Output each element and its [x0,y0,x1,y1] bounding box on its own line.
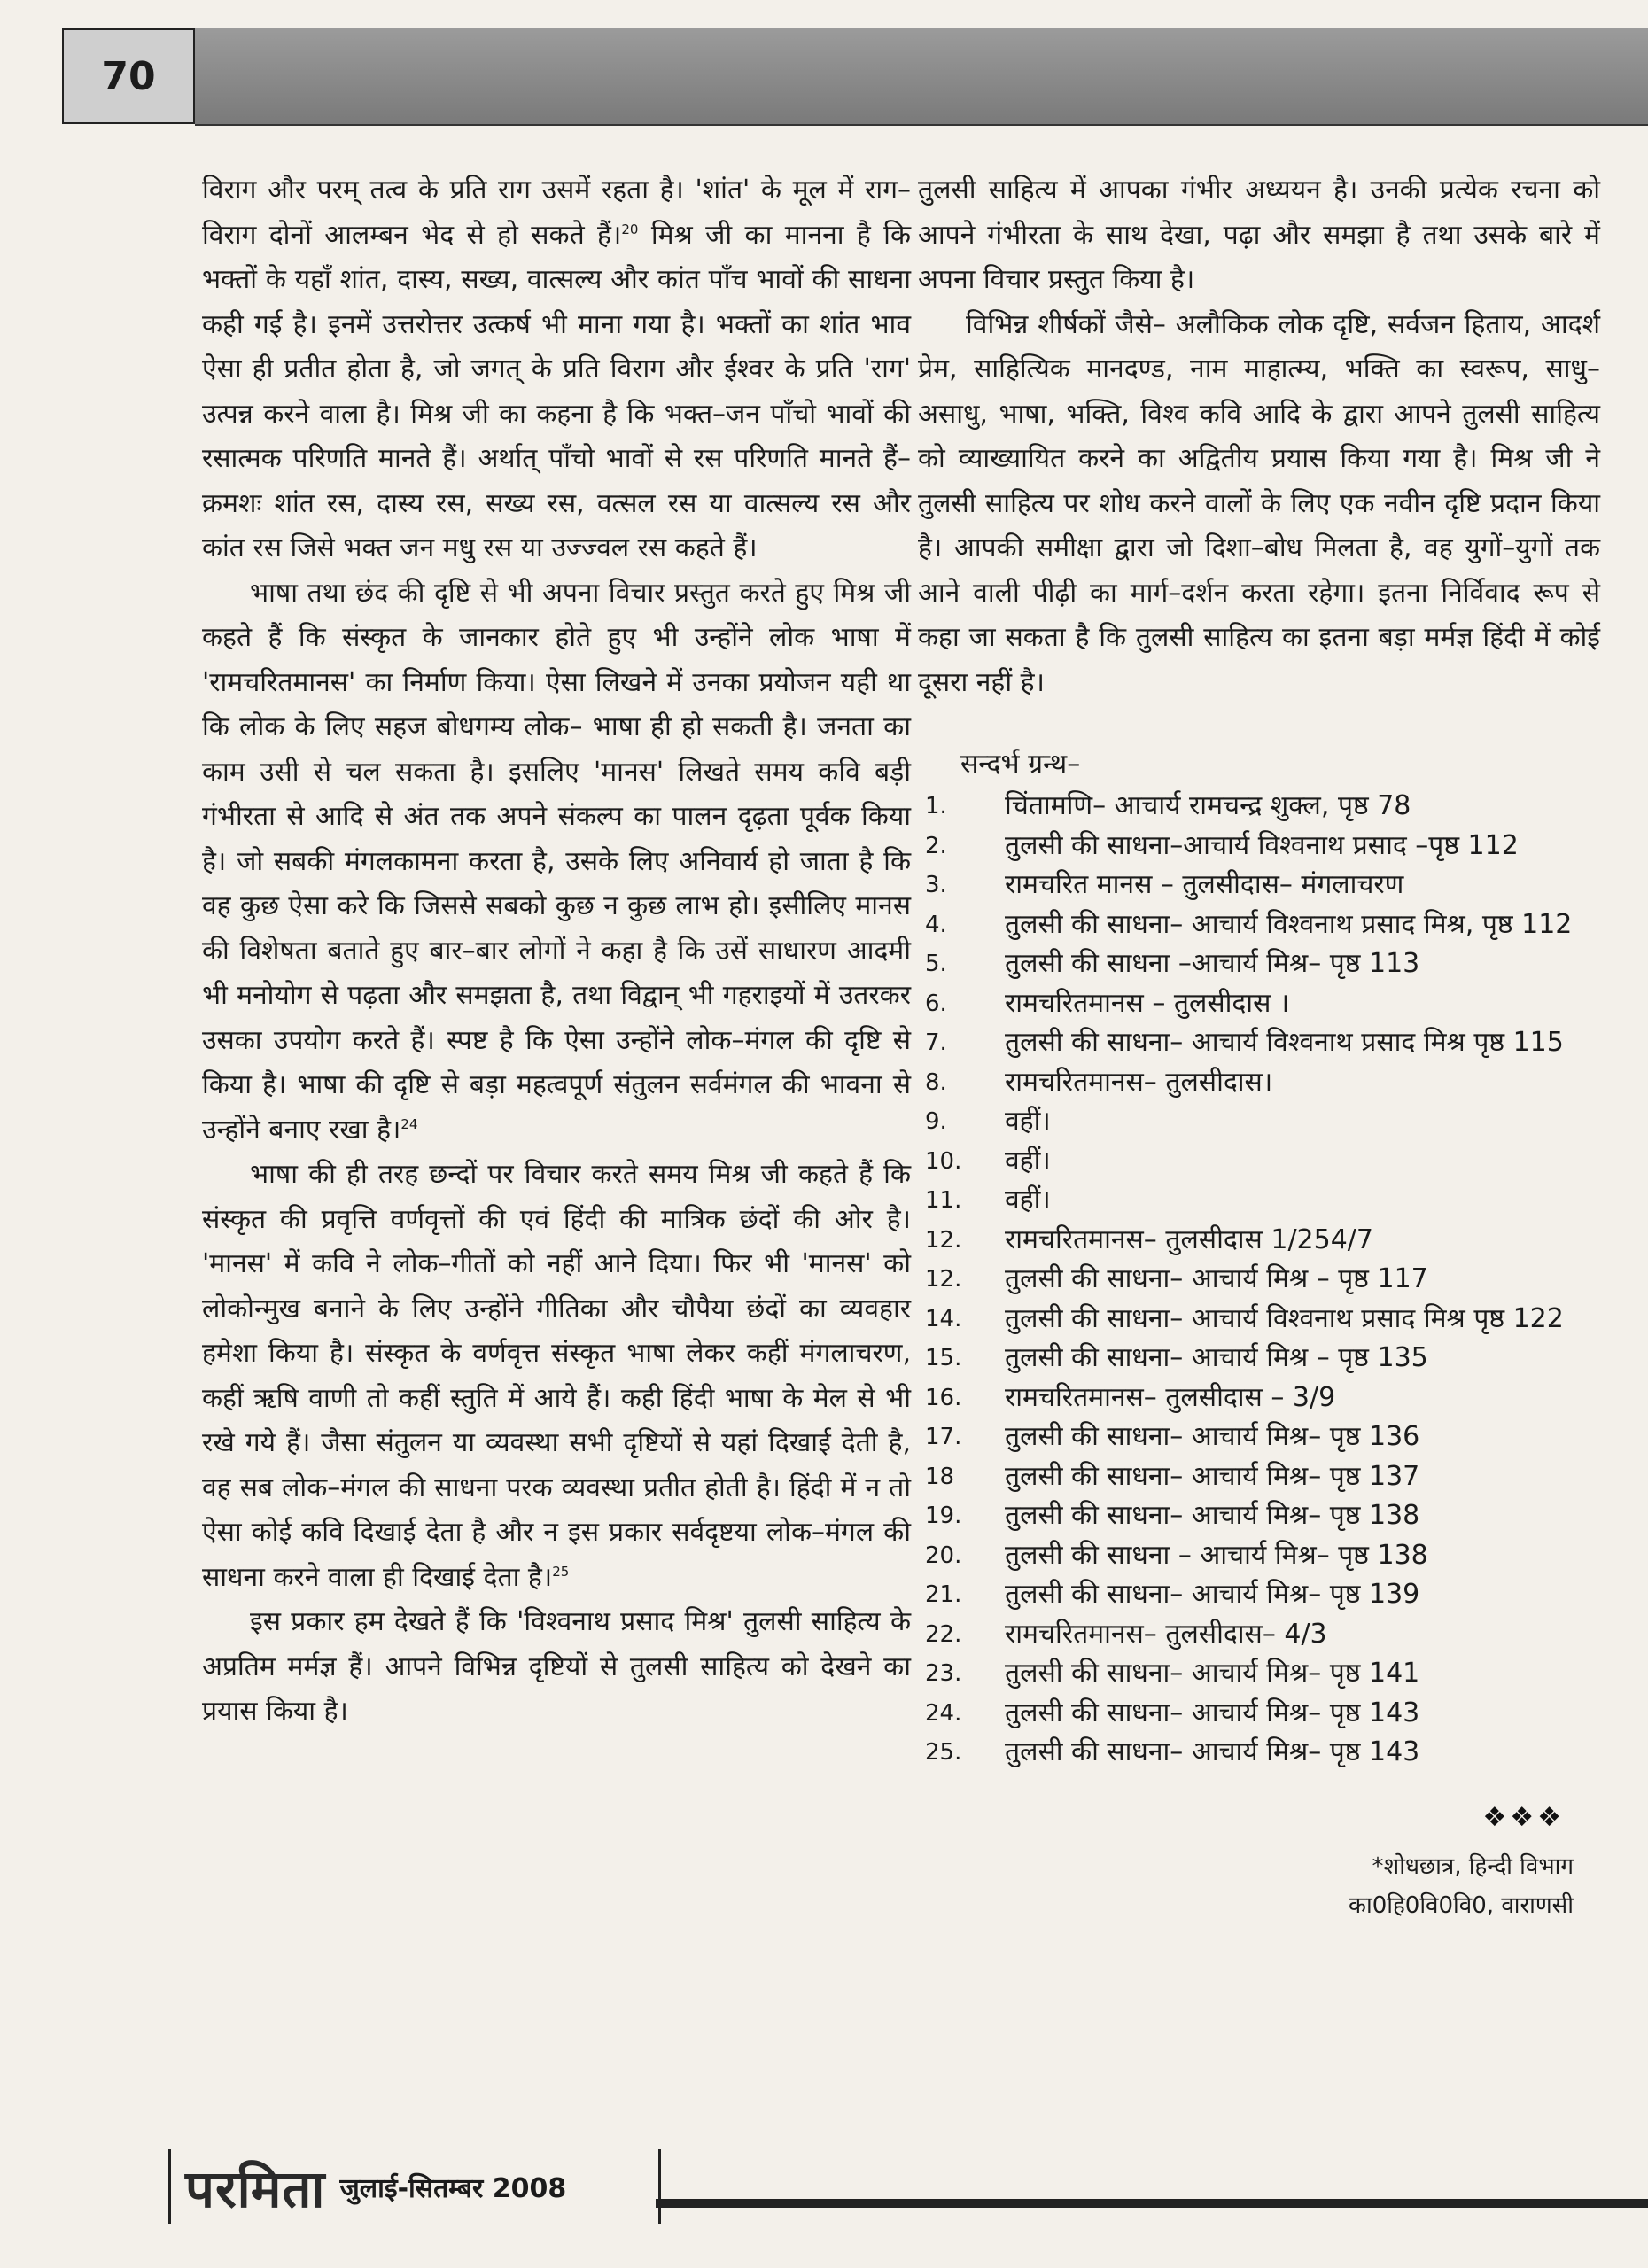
paragraph-text: भाषा तथा छंद की दृष्टि से भी अपना विचार प्रस्तुत करते हुए मिश्र जी कहते हैं कि संस्कृत के जानकार होते हुए भी उन्होंने लोक भाषा में 'रामचरितमानस' का निर्माण किया। ऐसा लिखने में उनका प्रयोजन यही था कि लोक के लिए सहज बोधगम्य लोक– भाषा ही हो सकती है। जनता का काम उसी से चल सकता है। इसलिए 'मानस' लिखते समय कवि बड़ी गंभीरता से आदि से अंत तक अपने संकल्प का पालन दृढ़ता पूर्वक किया है। जो सबकी मंगलकामना करता है, उसके लिए अनिवार्य हो जाता है कि वह कुछ ऐसा करे कि जिससे सबको कुछ न कुछ लाभ हो। इसीलिए मानस की विशेषता बताते हुए बार–बार लोगों ने कहा है कि उसें साधारण आदमी भी मनोयोग से पढ़ता और समझता है, तथा विद्वान् भी गहराइयों में उतरकर उसका उपयोग करते हैं। स्पष्ट है कि ऐसा उन्होंने लोक–मंगल की दृष्टि से किया है। भाषा की दृष्टि से बड़ा महत्वपूर्ण संतुलन सर्वमंगल की भावना से उन्होंने बनाए रखा है। [202,577,911,1146]
author-affiliation-line: का0हि0वि0वि0, वाराणसी [1349,1892,1574,1919]
reference-number: 24. [925,1699,962,1727]
reference-number: 20. [925,1542,962,1569]
reference-number: 23. [925,1660,962,1687]
reference-item [918,1063,1600,1103]
reference-text: रामचरितमानस– तुलसीदास– 4/3 [1005,1618,1327,1650]
reference-text: तुलसी की साधना– आचार्य मिश्र– पृष्ठ 139 [1005,1579,1420,1610]
magazine-name: परमिता [185,2158,326,2219]
reference-text: रामचरितमानस– तुलसीदास 1/254/7 [1005,1223,1374,1255]
reference-number: 21. [925,1581,962,1608]
reference-text: तुलसी की साधना– आचार्य मिश्र– पृष्ठ 138 [1005,1500,1420,1531]
reference-number: 3. [925,872,947,898]
reference-number: 5. [925,951,947,977]
reference-item [918,1654,1600,1694]
reference-item [918,984,1600,1024]
reference-item [918,1142,1600,1182]
reference-number: 11. [925,1187,962,1214]
reference-number: 9. [925,1108,947,1135]
page-footer [0,2144,1648,2233]
reference-item [918,866,1600,905]
reference-number: 18 [925,1463,955,1490]
reference-text: तुलसी की साधना– आचार्य मिश्र – पृष्ठ 135 [1005,1342,1428,1373]
reference-text: चिंतामणि– आचार्य रामचन्द्र शुक्ल, पृष्ठ 78 [1005,790,1411,821]
references-list [918,787,1600,1773]
reference-item [918,1575,1600,1615]
footer-masthead [168,2149,661,2224]
reference-number: 8. [925,1068,947,1096]
reference-item [918,1379,1600,1418]
right-column [918,168,1600,1925]
reference-item [918,1536,1600,1576]
reference-text: रामचरितमानस– तुलसीदास। [1005,1066,1273,1098]
reference-number: 4. [925,911,947,938]
paragraph: इस प्रकार हम देखते हैं कि 'विश्वनाथ प्रसाद मिश्र' तुलसी साहित्य के अप्रतिम मर्मज्ञ हैं। आपने विभिन्न दृष्टियों से तुलसी साहित्य को देखने का प्रयास किया है। [202,1606,911,1727]
reference-number: 19. [925,1503,962,1529]
reference-number: 17. [925,1424,962,1450]
page-header [0,0,1648,124]
reference-item [918,1221,1600,1261]
author-affiliation-line: *शोधछात्र, हिन्दी विभाग [1372,1853,1574,1880]
reference-number: 15. [925,1345,962,1371]
reference-text: तुलसी की साधना– आचार्य मिश्र – पृष्ठ 117 [1005,1263,1428,1294]
reference-number: 7. [925,1029,947,1056]
footnote-marker: 25 [552,1563,570,1580]
reference-item [918,905,1600,945]
reference-text: तुलसी की साधना– आचार्य विश्वनाथ प्रसाद मिश्र पृष्ठ 115 [1005,1027,1564,1058]
reference-number: 10. [925,1147,962,1175]
reference-text: रामचरितमानस– तुलसीदास – 3/9 [1005,1381,1336,1413]
reference-number: 14. [925,1305,962,1332]
reference-number: 12. [925,1226,962,1254]
reference-text: रामचरित मानस – तुलसीदास– मंगलाचरण [1005,869,1404,900]
reference-text: तुलसी की साधना– आचार्य मिश्र– पृष्ठ 137 [1005,1460,1420,1492]
paragraph: विभिन्न शीर्षकों जैसे– अलौकिक लोक दृष्टि, सर्वजन हिताय, आदर्श प्रेम, साहित्यिक मानदण्ड, नाम माहात्म्य, भक्ति का स्वरूप, साधु–असाधु, भाषा, भक्ति, विश्व कवि आदि के द्वारा आपने तुलसी साहित्य को व्याख्यायित करने का अद्वितीय प्रयास किया गया है। मिश्र जी ने तुलसी साहित्य पर शोध करने वालों के लिए एक नवीन दृष्टि प्रदान किया है। आपकी समीक्षा द्वारा जो दिशा–बोध मिलता है, वह युगों–युगों तक आने वाली पीढ़ी का मार्ग–दर्शन करता रहेगा। इतना निर्विवाद रूप से कहा जा सकता है कि तुलसी साहित्य का इतना बड़ा मर्मज्ञ हिंदी में कोई दूसरा नहीं है। [918,308,1600,698]
ornament-divider: ❖❖❖ [1482,1801,1565,1833]
reference-item [918,1300,1600,1340]
paragraph-text: भाषा की ही तरह छन्दों पर विचार करते समय मिश्र जी कहते हैं कि संस्कृत की प्रवृत्ति वर्णवृत्तों की एवं हिंदी की मात्रिक छंदों की ओर है। 'मानस' में कवि ने लोक–गीतों को नहीं आने दिया। फिर भी 'मानस' को लोकोन्मुख बनाने के लिए उन्होंने गीतिका और चौपैया छंदों का व्यवहार हमेशा किया है। संस्कृत के वर्णवृत्त संस्कृत भाषा लेकर कहीं मंगलाचरण, कहीं ऋषि वाणी तो कहीं स्तुति में आये हैं। कही हिंदी भाषा के मेल से भी रखे गये हैं। जैसा संतुलन या व्यवस्था सभी दृष्टियों से यहां दिखाई देती है, वह सब लोक–मंगल की साधना परक व्यवस्था प्रतीत होती है। हिंदी में न तो ऐसा कोई कवि दिखाई देता है और न इस प्रकार सर्वदृष्टया लोक–मंगल की साधना करने वाला ही दिखाई देता है। [202,1159,911,1593]
reference-item [918,1339,1600,1379]
reference-text: तुलसी की साधना– आचार्य विश्वनाथ प्रसाद मिश्र, पृष्ठ 112 [1005,908,1573,940]
reference-number: 2. [925,832,947,859]
reference-text: रामचरितमानस – तुलसीदास । [1005,987,1290,1019]
reference-item [918,1496,1600,1536]
footer-rule [656,2199,1648,2208]
reference-text: तुलसी की साधना–आचार्य विश्वनाथ प्रसाद –पृष्ठ 112 [1005,829,1519,861]
reference-item [918,1260,1600,1300]
issue-date: जुलाई-सितम्बर 2008 [339,2172,567,2204]
references-heading: सन्दर्भ ग्रन्थ– [960,749,1081,780]
reference-number: 25. [925,1739,962,1766]
reference-item [918,1023,1600,1063]
reference-item [918,944,1600,984]
paragraph [202,1153,911,1600]
reference-item [918,1418,1600,1457]
reference-text: तुलसी की साधना– आचार्य विश्वनाथ प्रसाद मिश्र पृष्ठ 122 [1005,1302,1564,1334]
reference-text: वहीं। [1005,1145,1051,1177]
reference-text: वहीं। [1005,1184,1051,1216]
reference-text: तुलसी की साधना – आचार्य मिश्र– पृष्ठ 138 [1005,1539,1428,1571]
reference-item [918,1733,1600,1773]
reference-item [918,1457,1600,1497]
paragraph [202,168,911,571]
header-strip [195,28,1648,126]
reference-number: 1. [925,793,947,819]
reference-item [918,1102,1600,1142]
page-number: 70 [62,28,195,124]
reference-item [918,1694,1600,1734]
reference-text: वहीं। [1005,1106,1051,1137]
reference-number: 22. [925,1620,962,1648]
reference-text: तुलसी की साधना– आचार्य मिश्र– पृष्ठ 143 [1005,1697,1420,1728]
reference-number: 6. [925,990,947,1017]
footnote-marker: 24 [400,1115,418,1132]
author-affiliation [918,1847,1600,1925]
reference-text: तुलसी की साधना– आचार्य मिश्र– पृष्ठ 136 [1005,1421,1420,1452]
reference-number: 16. [925,1384,962,1411]
reference-item [918,827,1600,866]
footnote-marker: 20 [621,221,639,237]
paragraph: तुलसी साहित्य में आपका गंभीर अध्ययन है। उनकी प्रत्येक रचना को आपने गंभीरता के साथ देखा, पढ़ा और समझा है तथा उसके बारे में अपना विचार प्रस्तुत किया है। [918,175,1600,295]
reference-item [918,1615,1600,1655]
reference-item [918,1181,1600,1221]
reference-text: तुलसी की साधना –आचार्य मिश्र– पृष्ठ 113 [1005,948,1420,979]
paragraph-text: विराग और परम् तत्व के प्रति राग उसमें रहता है। 'शांत' के मूल में राग–विराग दोनों आलम्बन भेद से हो सकते हैं। [202,175,911,251]
paragraph [202,571,911,1153]
reference-text: तुलसी की साधना– आचार्य मिश्र– पृष्ठ 143 [1005,1736,1420,1767]
left-column [202,168,911,1735]
reference-item [918,787,1600,827]
reference-number: 12. [925,1266,962,1293]
paragraph-text: मिश्र जी का मानना है कि भक्तों के यहाँ शांत, दास्य, सख्य, वात्सल्य और कांत पाँच भावों की साधना कही गई है। इनमें उत्तरोत्तर उत्कर्ष भी माना गया है। भक्तों का शांत भाव ऐसा ही प्रतीत होता है, जो जगत् के प्रति विराग और ईश्वर के प्रति 'राग' उत्पन्न करने वाला है। मिश्र जी का कहना है कि भक्त–जन पाँचो भावों की रसात्मक परिणति मानते हैं। अर्थात् पाँचो भावों से रस परिणति मानते हैं– क्रमशः शांत रस, दास्य रस, सख्य रस, वत्सल रस या वात्सल्य रस और कांत रस जिसे भक्त जन मधु रस या उज्ज्वल रस कहते हैं। [202,219,911,563]
reference-text: तुलसी की साधना– आचार्य मिश्र– पृष्ठ 141 [1005,1658,1420,1689]
